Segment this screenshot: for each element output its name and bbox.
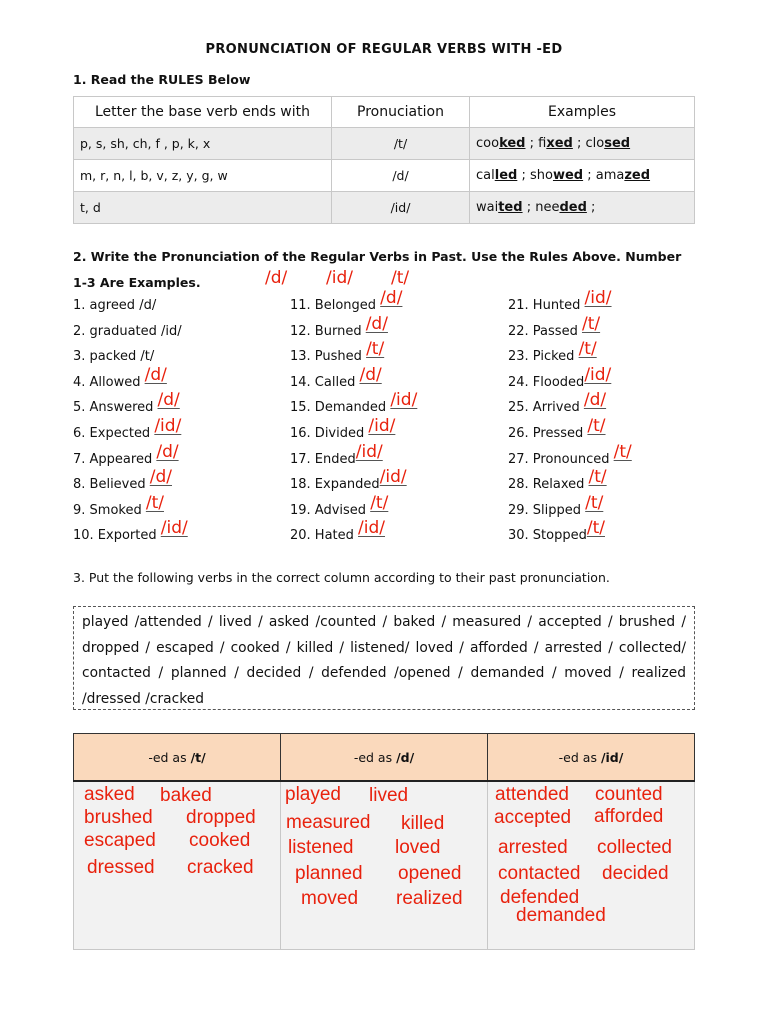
answer-word: cooked [189,830,251,851]
rule-letters: t, d [74,192,332,224]
verb-item [508,468,728,494]
verb-answer: /d/ [156,441,179,462]
verb-label: 28. Relaxed [508,477,589,493]
header-sound: /t/ [190,749,206,765]
answer-word: contacted [498,863,581,884]
header-pronunciation: Pronuciation [332,97,470,128]
verb-item [290,340,510,366]
rules-row-d [74,160,695,192]
handwritten-head-id: /id/ [326,268,353,288]
rule-pronunciation: /t/ [332,128,470,160]
rule-examples: cooked ; fixed ; closed [470,128,695,160]
answer-word: decided [602,863,669,884]
rule-letters: p, s, sh, ch, f , p, k, x [74,128,332,160]
verb-label: 10. Exported [73,528,161,544]
section-3-heading: 3. Put the following verbs in the correct column according to their past pronunciation. [73,570,610,585]
verb-answer: /t/ [145,492,164,513]
verb-item [73,366,293,392]
rules-row-t [74,128,695,160]
verb-item [73,315,293,341]
sort-header-d [281,734,488,782]
answer-word: cracked [187,857,254,878]
verb-answer: /id/ [355,441,383,462]
verb-item [73,468,293,494]
verb-item [73,417,293,443]
answer-word: killed [401,813,445,834]
verb-answer: /t/ [586,518,605,539]
verb-label: 22. Passed [508,323,582,339]
header-letters: Letter the base verb ends with [74,97,332,128]
answer-word: loved [395,837,441,858]
verb-label: 16. Divided [290,425,369,441]
answer-word: planned [295,863,363,884]
verb-answer: /d/ [380,288,403,308]
sort-header-t [74,734,281,782]
verb-item [290,366,510,392]
verb-item [508,391,728,417]
verb-bank-box: played /attended / lived / asked /counted / baked / measured / accepted / brushed / dropped / escaped / cooked / killed / listened/ loved / afforded / arrested / collected/ contacted / planned / decided / defended /opened / demanded / moved / realized /dressed /cracked [73,606,695,710]
sort-body-row [74,781,695,950]
answer-word: lived [369,785,409,806]
verb-item [73,519,293,545]
verb-label: 20. Hated [290,528,359,544]
verb-answer: /t/ [366,339,385,360]
verb-item [290,468,510,494]
verb-label: 6. Expected [73,425,155,441]
verbs-column-3 [508,289,728,545]
verb-item [290,289,510,315]
verb-label: 11. Belonged [290,298,381,313]
verb-answer: /d/ [365,313,388,334]
verb-item [290,315,510,341]
answer-word: played [285,784,341,805]
sort-header-row [74,734,695,782]
verb-label: 12. Burned [290,323,366,339]
header-sound: /id/ [600,749,624,765]
verb-item [290,443,510,469]
page-title: PRONUNCIATION OF REGULAR VERBS WITH -ED [205,42,563,57]
verb-item [73,391,293,417]
verb-label: 18. Expanded [290,477,380,493]
answer-word: escaped [84,830,156,851]
t-column-cell [74,781,281,950]
verb-label: 27. Pronounced [508,451,614,467]
answer-word: collected [597,837,672,858]
header-sound: /d/ [396,749,415,765]
verb-label: 2. graduated /id/ [73,323,182,339]
section-1-heading: 1. Read the RULES Below [73,72,251,87]
answer-word: counted [595,784,663,805]
verb-label: 30. Stopped [508,528,587,544]
verb-item [508,340,728,366]
verb-answer: /id/ [154,415,182,436]
verb-answer: /t/ [578,339,597,360]
verb-item [508,289,728,315]
sort-table [73,733,695,950]
verb-answer: /d/ [359,364,382,385]
verb-label: 7. Appeared [73,451,157,467]
answer-word: afforded [594,806,664,827]
answer-word: arrested [498,837,568,858]
answer-word: accepted [494,807,572,828]
verb-answer: /t/ [587,415,606,436]
verb-item [73,289,293,315]
header-prefix: -ed as [353,749,397,765]
verb-label: 3. packed /t/ [73,349,155,365]
verb-label: 21. Hunted [508,298,585,313]
verb-answer: /t/ [613,441,632,462]
verb-label: 19. Advised [290,502,371,518]
verb-item [508,417,728,443]
verb-answer: /id/ [160,518,188,539]
verb-label: 9. Smoked [73,502,146,518]
verb-item [290,417,510,443]
verb-label: 15. Demanded [290,400,391,416]
answer-word: dressed [87,857,155,878]
verb-label: 14. Called [290,374,360,390]
answer-word: baked [160,785,212,806]
verb-answer: /id/ [358,518,386,539]
answer-word: realized [396,888,463,909]
rule-letters: m, r, n, l, b, v, z, y, g, w [74,160,332,192]
verb-label: 25. Arrived [508,400,584,416]
verb-answer: /t/ [588,467,607,488]
verb-answer: /id/ [368,415,396,436]
answer-word: attended [495,784,569,805]
verb-item [73,494,293,520]
verb-answer: /id/ [390,390,418,411]
verb-label: 5. Answered [73,400,158,416]
header-prefix: -ed as [148,749,191,765]
verb-answer: /t/ [585,492,604,513]
header-examples: Examples [470,97,695,128]
verb-answer: /t/ [370,492,389,513]
verb-item [508,366,728,392]
verb-label: 23. Picked [508,349,579,365]
sort-header-id [488,734,695,782]
rules-header-row [74,97,695,128]
verb-item [290,391,510,417]
answer-word: defended [500,887,580,908]
rules-row-id [74,192,695,224]
verb-item [508,494,728,520]
id-column-cell [488,781,695,950]
verb-item [508,443,728,469]
answer-word: brushed [84,807,153,828]
verb-answer: /t/ [581,313,601,334]
verb-item [290,494,510,520]
rule-pronunciation: /id/ [332,192,470,224]
verb-item [508,315,728,341]
verb-label: 4. Allowed [73,374,145,390]
section-2-heading: 2. Write the Pronunciation of the Regular Verbs in Past. Use the Rules Above. Number 1-3 Are Examples. [73,249,682,290]
verb-label: 26. Pressed [508,425,588,441]
verbs-column-1 [73,289,293,545]
answer-word: asked [84,784,135,805]
verb-answer: /d/ [157,390,180,411]
verb-answer: /id/ [584,364,612,385]
answer-word: measured [286,812,371,833]
verbs-column-2 [290,289,510,545]
answer-word: dropped [186,807,256,828]
verb-answer: /d/ [583,390,607,411]
verb-label: 29. Slipped [508,502,586,518]
answer-word: demanded [516,905,606,926]
verb-item [290,519,510,545]
verb-answer: /id/ [379,467,407,488]
verb-item [73,340,293,366]
rules-table [73,96,695,224]
rule-examples: waited ; needed ; [470,192,695,224]
header-prefix: -ed as [558,749,601,765]
verb-label: 17. Ended [290,451,356,467]
handwritten-head-d: /d/ [265,268,288,288]
handwritten-head-t: /t/ [391,268,410,288]
answer-word: listened [288,837,354,858]
verb-answer: /d/ [149,467,172,488]
verb-item [73,443,293,469]
verb-label: 13. Pushed [290,349,367,365]
verb-answer: /d/ [144,364,167,385]
d-column-cell [281,781,488,950]
answer-word: opened [398,863,462,884]
rule-pronunciation: /d/ [332,160,470,192]
verb-answer: /id/ [584,288,612,308]
verb-item [508,519,728,545]
verb-label: 24. Flooded [508,374,585,390]
answer-word: moved [301,888,359,909]
verb-label: 1. agreed /d/ [73,298,157,313]
verb-label: 8. Believed [73,477,150,493]
rule-examples: called ; showed ; amazed [470,160,695,192]
